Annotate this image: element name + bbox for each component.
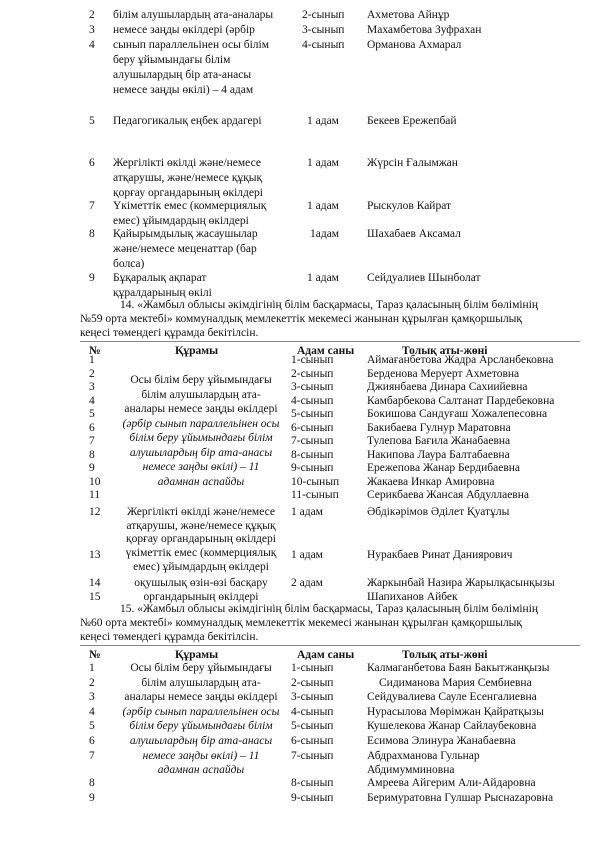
row-count: 1 адам (307, 115, 339, 127)
description-line: білім алушылардың ата- (141, 676, 261, 689)
row-name: Амреева Айгерим Али-Айдаровна (367, 777, 536, 789)
row-name: Серикбаева Жансая Абдуллаевна (367, 489, 529, 501)
row-number: 6 (89, 734, 95, 747)
table-divider (80, 341, 580, 342)
row-description: сынып параллельінен осы білім (113, 39, 270, 51)
row-count: 1 адам (291, 549, 323, 561)
count-column (291, 661, 333, 763)
paragraph-line: №60 орта мектебі» коммуналдық мемлекеттік мекемесі жанынан құрылған қамқоршылық (80, 617, 522, 629)
description-line: Осы білім беру ұйымындағы (130, 374, 272, 386)
header-composition: Құрамы (175, 649, 219, 661)
description-line: аналары немесе заңды өкілдері (124, 691, 278, 704)
row-count: 6-сынып (291, 421, 334, 434)
row-description: білім алушылардың ата-аналары (113, 9, 274, 21)
description-line: білім беру ұйымындағы білім (129, 432, 273, 444)
description-line: адамнан аспайды (157, 475, 245, 488)
row-count: 9-сынып (291, 462, 334, 474)
row-description: алушылардың бір ата-анасы (113, 69, 252, 81)
row-description: құралдарының өкілі (113, 287, 212, 299)
description-line: органдарының өкілдері (143, 590, 259, 603)
row-name: Орманова Ахмарал (367, 39, 462, 51)
row-count: 1-сынып (291, 662, 334, 674)
description-line: атқарушы, және/немесе құқық (126, 519, 276, 532)
row-number: 9 (89, 462, 95, 474)
count-column (291, 354, 339, 503)
row-count: 10-сынып (291, 475, 340, 488)
row-number: 9 (89, 792, 95, 804)
row-number: 4 (89, 394, 95, 407)
row-name: Бокишова Сандуғаш Хожалепесовна (367, 408, 548, 420)
row-name: Махамбетова Зуфрахан (367, 24, 482, 36)
row-number: 8 (89, 228, 95, 240)
row-count: 2-сынып (302, 9, 345, 21)
row-count: 5-сынып (291, 720, 334, 733)
row-name: Тулепова Бағила Жанабаевна (367, 435, 511, 447)
parents-group-description (113, 661, 289, 778)
row-12-description (113, 506, 289, 547)
row-number: 11 (89, 489, 101, 501)
paragraph-14 (80, 298, 580, 340)
name-column (367, 354, 554, 503)
name-column (367, 661, 549, 778)
row-count: 5-сынып (291, 408, 334, 420)
row-number: 5 (89, 115, 95, 127)
row-name: Әбдікәрімов Әділет Қуатұлы (367, 506, 510, 518)
description-line: білім алушылардың ата- (141, 388, 261, 401)
row-number: 3 (89, 381, 95, 393)
description-line: алушылардың бір ата-анасы (129, 734, 273, 747)
row-description: және/немесе меценаттар (бар (113, 243, 257, 255)
row-name: Шахабаев Аксамал (367, 228, 461, 240)
header-count: Адам саны (297, 649, 355, 661)
row-name: Сейдуалиев Шынболат (367, 272, 481, 284)
row-name: Жакаева Инкар Амировна (367, 475, 495, 488)
row-number: 12 (89, 506, 101, 518)
row-count: 2-сынып (291, 367, 334, 380)
row-count: 3-сынып (291, 691, 334, 704)
row-name: Рыскулов Кайрат (367, 200, 452, 212)
header-fullname: Толық аты-жөні (402, 649, 488, 661)
parents-group-description (113, 373, 289, 489)
row-count: 1-сынып (291, 354, 334, 366)
row-number: 14 (89, 577, 101, 589)
row-name: Аймағанбетова Жадра Арсланбековна (367, 354, 554, 366)
description-line: қорғау органдарының өкілдері (126, 533, 276, 545)
row-count: 2-сынып (291, 676, 334, 689)
row-name: Камбарбекова Салтанат Пардебековна (367, 394, 555, 407)
row-number: 1 (89, 354, 95, 366)
row-description: Педагогикалық еңбек ардагері (113, 115, 262, 127)
table-divider (80, 645, 580, 646)
row-number: 5 (89, 408, 95, 420)
row-number: 13 (89, 549, 101, 561)
paragraph-line: 15. «Жамбыл облысы әкімдігінің білім басқармасы, Тараз қаласының білім бөлімінің (120, 603, 539, 615)
row-number: 4 (89, 39, 95, 51)
row-number: 7 (89, 200, 95, 212)
row-name: Шапиханов Айбек (367, 591, 458, 603)
row-count: 3-сынып (291, 381, 334, 393)
row-count: 8-сынып (291, 448, 334, 461)
description-line: алушылардың бір ата-анасы (129, 446, 273, 459)
row-number: 9 (89, 272, 95, 284)
row-number: 2 (89, 676, 95, 689)
header-number: № (89, 649, 101, 661)
description-line: (әрбір сынып параллельінен осы (122, 705, 280, 718)
row-count: 7-сынып (291, 749, 334, 762)
row-number: 8 (89, 448, 95, 461)
row-name-continued: Абдимумминовна (367, 764, 455, 777)
row-description: емес) ұйымдардың өкілдері (113, 215, 249, 227)
row-name: Ахметова Айнұр (367, 9, 450, 21)
description-line: аналары немесе заңды өкілдері (124, 403, 278, 415)
row-number: 6 (89, 421, 95, 434)
row-count: 4-сынып (291, 705, 334, 718)
row-count: 9-сынып (291, 792, 334, 804)
header-count: Адам саны (297, 345, 355, 357)
row-count: 11-сынып (291, 489, 339, 501)
row-number: 15 (89, 591, 101, 603)
row-count: 2 адам (291, 577, 323, 589)
row-name: Жүрсін Ғалымжан (367, 157, 458, 169)
row-14-description (113, 577, 289, 604)
description-line: Жергілікті өкілді және/немесе (127, 506, 275, 518)
number-column (89, 354, 101, 503)
row-name: Сидиманова Мария Сембиевна (379, 676, 532, 689)
row-name: Беримуратовна Гулшар Рыснazаровна (367, 792, 554, 804)
row-description: немесе заңды өкілі) – 4 адам (113, 84, 254, 96)
row-name: Абдрахманова Гульнар (367, 749, 480, 762)
header-composition: Құрамы (175, 345, 219, 357)
row-description: немесе заңды өкілдері (әрбір (113, 24, 255, 36)
row-number: 4 (89, 705, 95, 718)
row-description: қорғау органдарының өкілдері (113, 187, 263, 199)
row-number: 2 (89, 9, 95, 21)
description-line: немесе заңды өкілі) – 11 (142, 749, 260, 762)
description-line: емес) ұйымдардың өкілдері (133, 560, 269, 573)
row-number: 3 (89, 691, 95, 704)
row-name: Жаркынбай Назира Жарылқасынқызы (367, 577, 555, 589)
row-name: Кушелекова Жанар Сайлаубековна (367, 720, 537, 733)
description-line: Осы білім беру ұйымындағы (130, 662, 272, 674)
paragraph-line: №59 орта мектебі» коммуналдық мемлекеттік мекемесі жанынан құрылған қамқоршылық (80, 313, 522, 325)
row-count: 1адам (310, 228, 340, 240)
paragraph-15 (80, 602, 580, 644)
description-line: немесе заңды өкілі) – 11 (142, 461, 260, 473)
row-count: 4-сынып (291, 394, 334, 407)
row-description: Қайырымдылық жасаушылар (113, 228, 258, 240)
paragraph-line: кеңесі төмендегі құрамда бекітілсін. (80, 327, 259, 339)
row-description: болса) (113, 258, 145, 270)
row-count: 8-сынып (291, 777, 334, 789)
row-count: 1 адам (307, 157, 339, 169)
description-line: үкіметтік емес (коммерциялық (125, 547, 277, 559)
number-column (89, 661, 95, 763)
row-count: 4-сынып (302, 39, 345, 51)
row-count: 1 адам (307, 272, 339, 284)
description-line: (әрбір сынып параллельінен осы (122, 417, 280, 430)
row-name: Бекеев Ережепбай (367, 115, 457, 127)
row-count: 6-сынып (291, 734, 334, 747)
row-name: Сейдувалиева Сауле Есенгалиевна (367, 691, 537, 704)
row-count: 3-сынып (302, 24, 345, 36)
row-name: Нуракбаев Ринат Даниярович (367, 549, 513, 561)
row-description: беру ұйымындағы білім (113, 54, 231, 66)
row-number: 10 (89, 475, 101, 488)
row-number: 7 (89, 435, 95, 447)
row-number: 8 (89, 777, 95, 789)
row-number: 7 (89, 749, 95, 762)
description-line: білім беру ұйымындағы білім (129, 720, 273, 733)
paragraph-line: 14. «Жамбыл облысы әкімдігінің білім басқармасы, Тараз қаласының білім бөлімінің (120, 299, 539, 311)
row-description: Үкіметтік емес (коммерциялық (113, 200, 267, 212)
row-name: Есимова Элинура Жанабаевна (367, 734, 516, 747)
row-description: атқарушы, және/немесе құқық (113, 172, 263, 184)
row-count: 7-сынып (291, 435, 334, 447)
paragraph-line: кеңесі төмендегі құрамда бекітілсін. (80, 631, 259, 643)
header-number: № (89, 345, 101, 357)
row-number: 1 (89, 662, 95, 674)
header-fullname: Толық аты-жөні (402, 345, 488, 357)
row-name: Накипова Лаура Балтабаевна (367, 448, 510, 461)
row-13-description (113, 547, 289, 574)
row-number: 5 (89, 720, 95, 733)
description-line: адамнан аспайды (157, 764, 245, 777)
row-name: Калмаганбетова Баян Бакытжанқызы (367, 662, 550, 674)
row-description: Бұқаралық ақпарат (113, 272, 207, 284)
row-count: 1 адам (291, 506, 323, 518)
row-name: Нурасылова Мөрімжан Қайратқызы (367, 705, 544, 718)
row-count: 1 адам (307, 200, 339, 212)
row-name: Берденова Меруерт Ахметовна (367, 367, 520, 380)
row-description: Жергілікті өкілді және/немесе (113, 157, 261, 169)
row-number: 3 (89, 24, 95, 36)
row-name: Бакибаева Гулнур Маратовна (367, 421, 511, 434)
description-line: оқушылық өзін-өзі басқару (134, 577, 268, 589)
row-number: 2 (89, 367, 95, 380)
row-name: Ережепова Жанар Бердибаевна (367, 462, 521, 474)
row-name: Джиянбаева Динара Сахиийевна (367, 381, 528, 393)
row-number: 6 (89, 157, 95, 169)
